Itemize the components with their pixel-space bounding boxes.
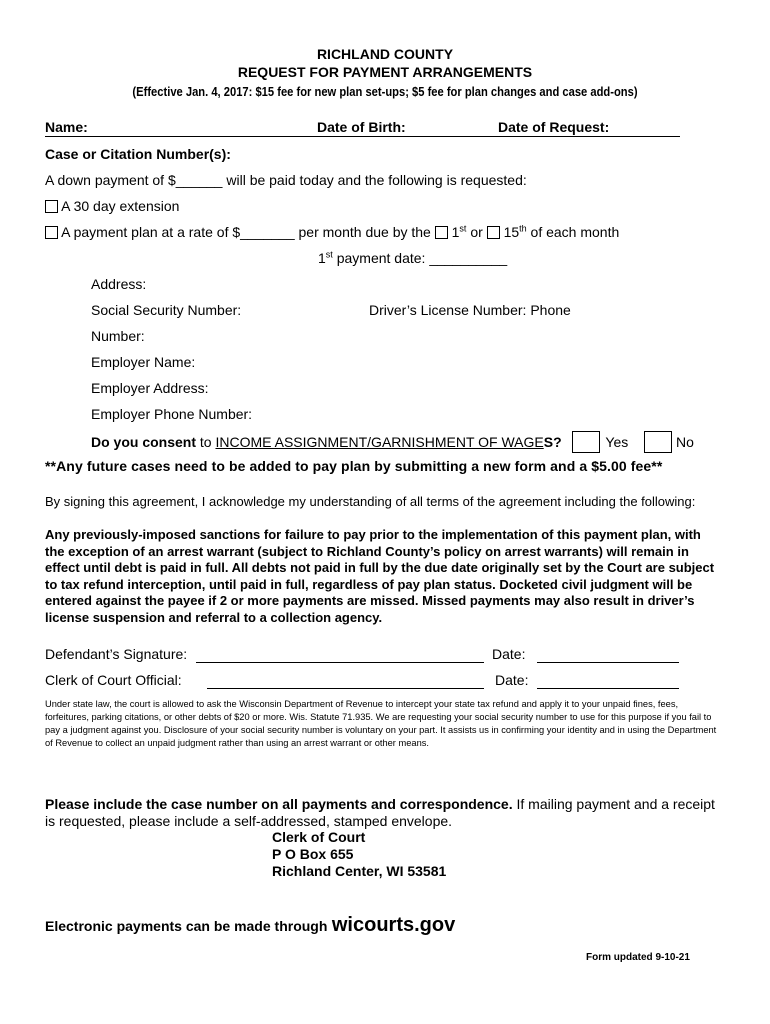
clerk-of-court-line: Clerk of Court	[272, 829, 366, 845]
address-label: Address:	[91, 276, 147, 292]
future-cases-notice: **Any future cases need to be added to pay plan by submitting a new form and a $5.00 fee**	[45, 458, 663, 474]
fifteenth-day-checkbox[interactable]	[487, 226, 500, 239]
clerk-signature-label: Clerk of Court Official:	[45, 672, 182, 688]
first-day-label: 1	[451, 224, 460, 240]
consent-s: S?	[543, 434, 562, 450]
defendant-date-line[interactable]	[537, 647, 679, 663]
clerk-date-line[interactable]	[537, 673, 679, 689]
or-label: or	[470, 224, 483, 240]
drivers-license-label: Driver’s License Number: Phone	[369, 302, 571, 318]
agreement-intro: By signing this agreement, I acknowledge my understanding of all terms of the agreement including the following:	[45, 494, 696, 509]
defendant-signature-line[interactable]	[196, 647, 484, 663]
consent-row	[91, 431, 694, 453]
agreement-terms: Any previously-imposed sanctions for failure to pay prior to the implementation of this payment plan, with the exception of an arrest warrant (subject to Richland County’s policy on arrest warrants) will remain in effect until debt is paid in full. All debts not paid in full by the due date originally set by the Court are subject to tax refund interception, until paid in full, regardless of pay plan status. Docketed civil judgment will be entered against the payee if 2 or more payments are missed. Missed payments may also result in driver’s license suspension and referral to a collection agency.	[45, 527, 715, 625]
phone-number-label: Number:	[91, 328, 145, 344]
po-box-line: P O Box 655	[272, 846, 354, 862]
first-payment-sup: st	[325, 249, 333, 260]
clerk-date-label: Date:	[495, 672, 529, 688]
form-title: REQUEST FOR PAYMENT ARRANGEMENTS	[237, 64, 533, 80]
payment-plan-checkbox[interactable]	[45, 226, 58, 239]
include-case-number-rest: If mailing payment and a receipt is requested, please include a self-addressed, stamped envelope.	[45, 796, 715, 829]
county-title: RICHLAND COUNTY	[316, 46, 454, 62]
consent-yes-checkbox[interactable]	[572, 431, 600, 453]
extension-checkbox[interactable]	[45, 200, 58, 213]
name-label: Name:	[45, 119, 88, 135]
clerk-signature-line[interactable]	[207, 673, 484, 689]
case-number-label: Case or Citation Number(s):	[45, 146, 231, 162]
first-day-sup: st	[459, 223, 467, 234]
consent-question: Do you consent	[91, 434, 197, 450]
extension-row	[45, 198, 179, 214]
consent-garnishment: INCOME ASSIGNMENT/GARNISHMENT OF WAGE	[215, 434, 544, 450]
payment-plan-label: A payment plan at a rate of $_______ per month due by the	[61, 224, 431, 240]
fifteenth-day-sup: th	[519, 223, 527, 234]
fine-print: Under state law, the court is allowed to ask the Wisconsin Department of Revenue to intercept your state tax refund and apply it to your unpaid fines, fees, forfeitures, parking citations, or other debts of $20 or more. Wis. Statute 71.935. We are requesting your social security number to use for this purpose if you fail to pay a judgment against you. Disclosure of your social security number is voluntary on your part. It assists us in confirming your identity and in using the Department of Revenue to collect an unpaid judgment rather than using an arrest warrant or other means.	[45, 699, 717, 748]
each-month-label: of each month	[530, 224, 620, 240]
electronic-payments-label: Electronic payments can be made through	[45, 918, 328, 934]
wicourts-link[interactable]: wicourts.gov	[331, 914, 456, 936]
first-payment-label: payment date: __________	[336, 250, 508, 266]
consent-no-label: No	[676, 434, 694, 450]
include-case-number-bold: Please include the case number on all payments and correspondence.	[45, 796, 513, 812]
employer-name-label: Employer Name:	[91, 354, 196, 370]
consent-no-checkbox[interactable]	[644, 431, 672, 453]
defendant-date-label: Date:	[492, 646, 526, 662]
first-payment-date	[318, 250, 507, 266]
extension-label: A 30 day extension	[61, 198, 180, 214]
dob-label: Date of Birth:	[317, 119, 406, 135]
defendant-signature-label: Defendant’s Signature:	[45, 646, 188, 662]
first-payment-number: 1	[318, 250, 326, 266]
ssn-label: Social Security Number:	[91, 302, 242, 318]
employer-address-label: Employer Address:	[91, 380, 209, 396]
payment-plan-row	[45, 224, 619, 240]
employer-phone-label: Employer Phone Number:	[91, 406, 253, 422]
form-updated-date: Form updated 9-10-21	[586, 952, 690, 963]
electronic-payments-row	[45, 914, 455, 937]
date-of-request-label: Date of Request:	[498, 119, 610, 135]
down-payment-text: A down payment of $______ will be paid today and the following is requested:	[45, 172, 527, 188]
fifteenth-day-label: 15	[503, 224, 520, 240]
consent-to: to	[199, 434, 212, 450]
consent-yes-label: Yes	[605, 434, 629, 450]
form-subtitle: (Effective Jan. 4, 2017: $15 fee for new plan set-ups; $5 fee for plan changes and case add-ons)	[132, 84, 638, 99]
city-state-line: Richland Center, WI 53581	[272, 863, 447, 879]
first-day-checkbox[interactable]	[435, 226, 448, 239]
include-case-number-note	[45, 796, 725, 830]
